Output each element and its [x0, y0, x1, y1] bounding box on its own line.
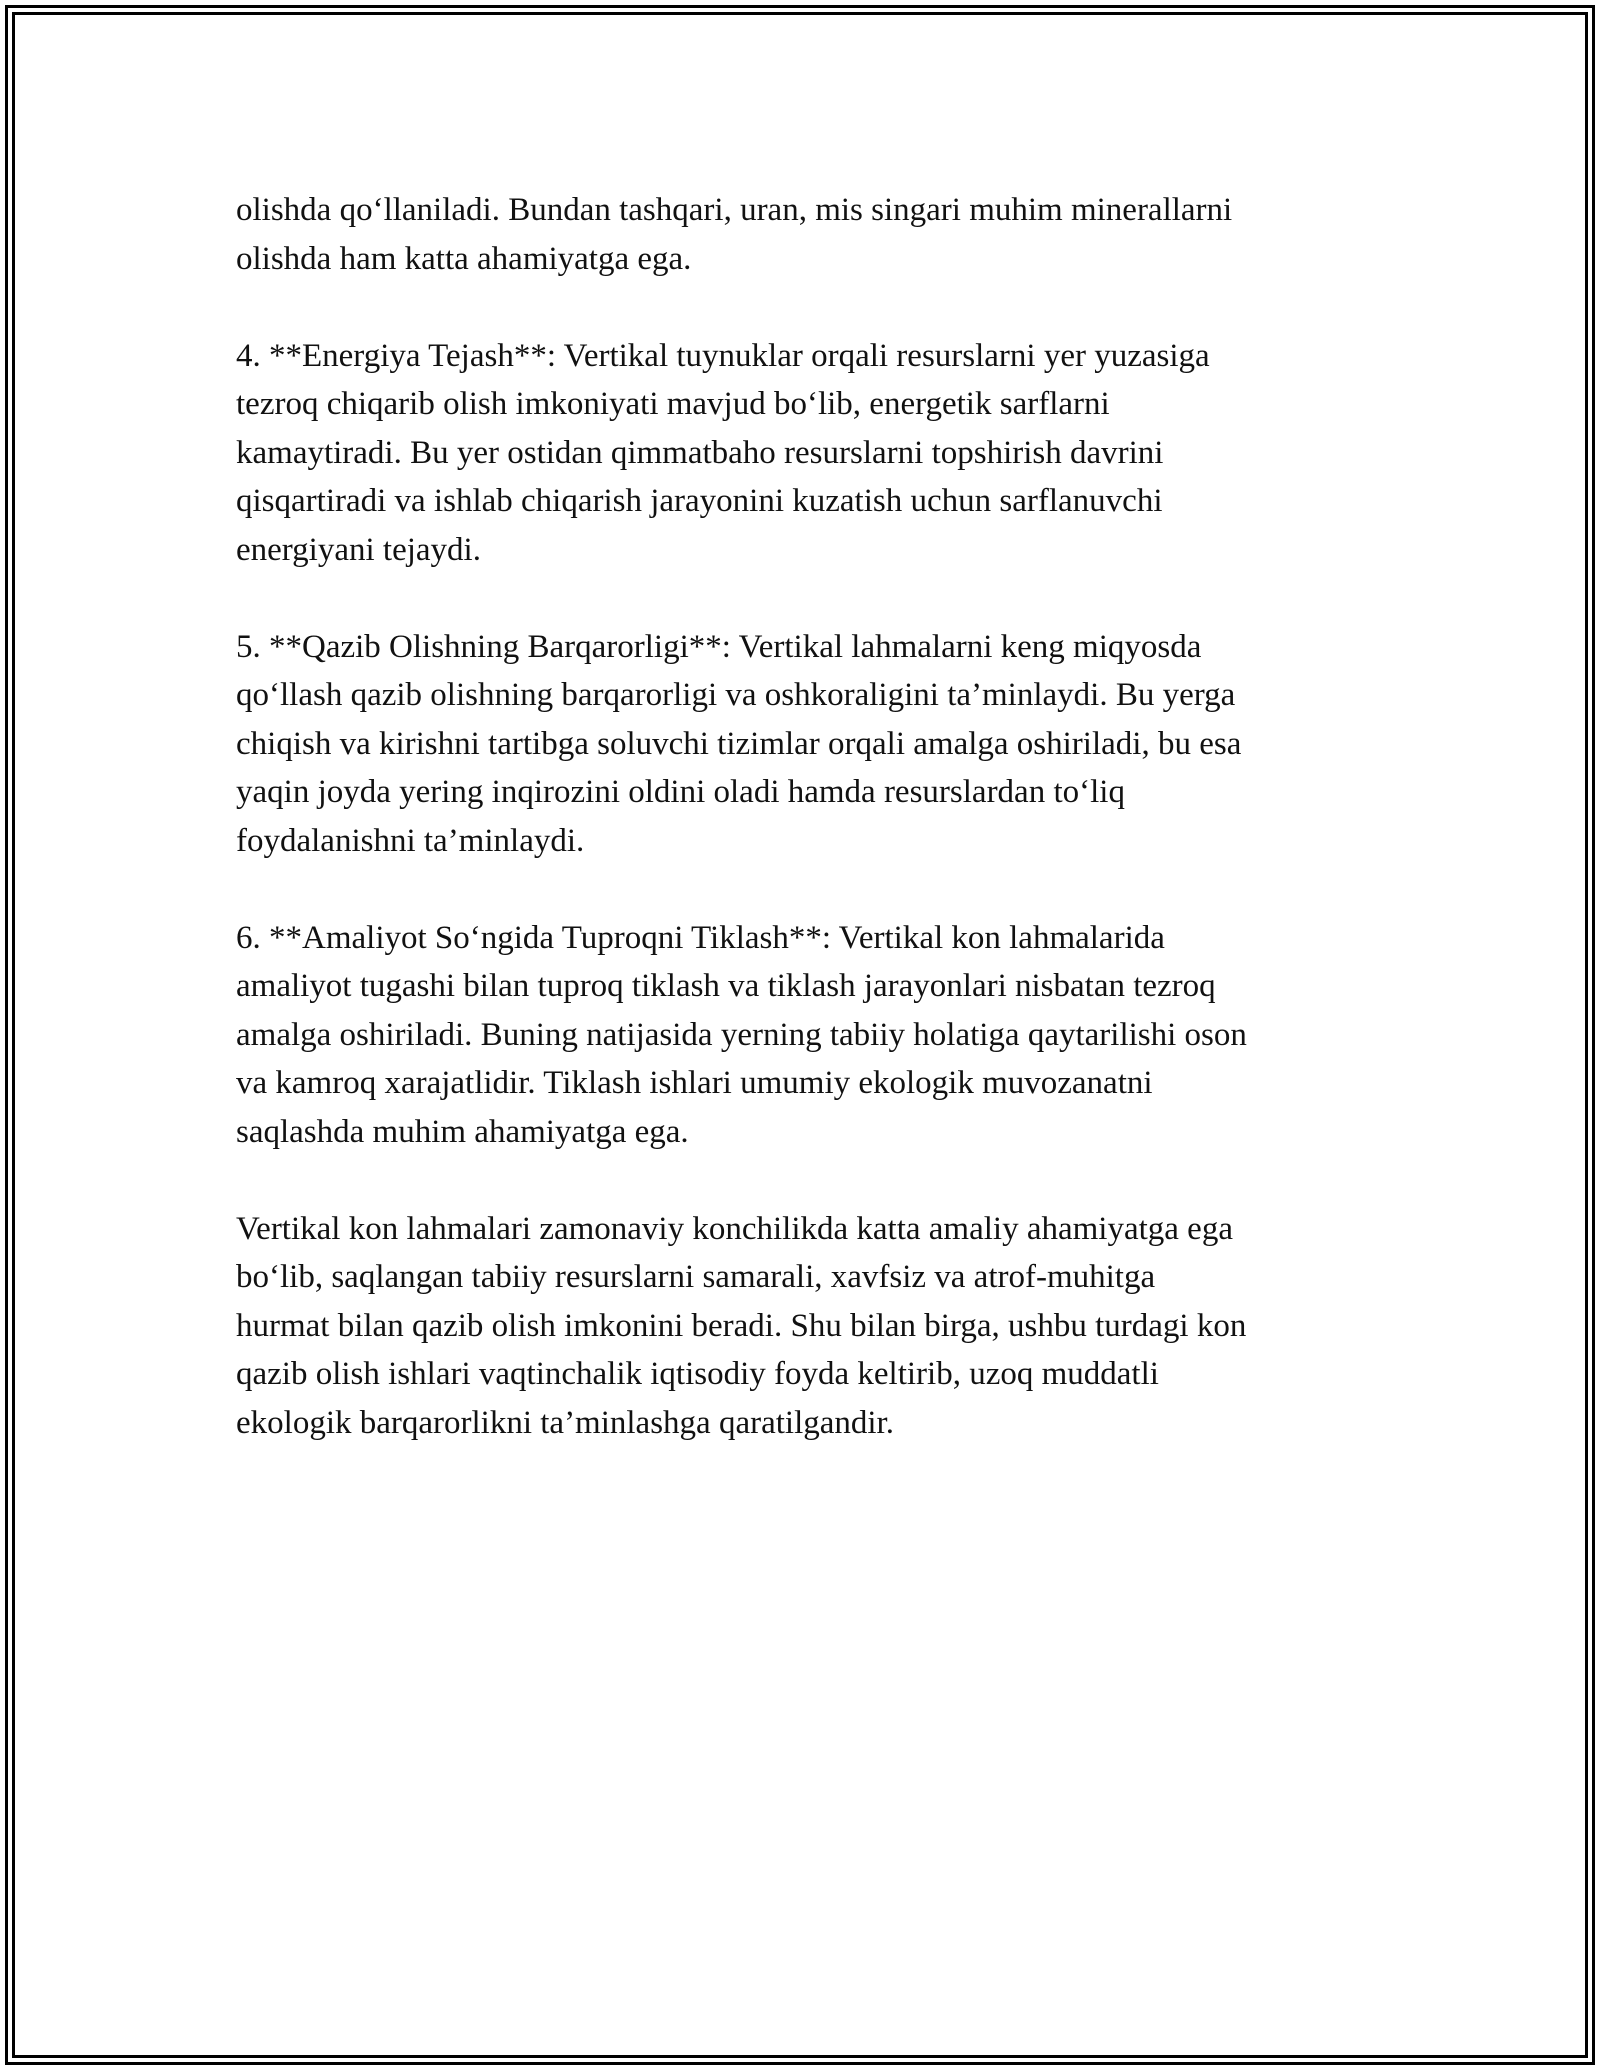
document-body [236, 186, 1386, 1496]
paragraph-energy-saving: 4. **Energiya Tejash**: Vertikal tuynuklar orqali resurslarni yer yuzasiga tezroq chiqarib olish imkoniyati mavjud bo‘lib, energetik sarflarni kamaytiradi. Bu yer ostidan qimmatbaho resurslarni topshirish davrini qisqartiradi va ishlab chiqarish jarayonini kuzatish uchun sarflanuvchi energiyani tejaydi. [236, 337, 1210, 568]
paragraph-conclusion: Vertikal kon lahmalari zamonaviy konchilikda katta amaliy ahamiyatga ega bo‘lib, saqlangan tabiiy resurslarni samarali, xavfsiz va atrof-muhitga hurmat bilan qazib olish imkonini beradi. Shu bilan birga, ushbu turdagi kon qazib olish ishlari vaqtinchalik iqtisodiy foyda keltirib, uzoq muddatli ekologik barqarorlikni ta’minlashga qaratilgandir. [236, 1210, 1247, 1441]
paragraph-intro-continuation: olishda qo‘llaniladi. Bundan tashqari, uran, mis singari muhim minerallarni olishda ham katta ahamiyatga ega. [236, 192, 1233, 277]
paragraph-extraction-stability: 5. **Qazib Olishning Barqarorligi**: Vertikal lahmalarni keng miqyosda qo‘llash qazib olishning barqarorligi va oshkoraligini ta’minlaydi. Bu yerga chiqish va kirishni tartibga soluvchi tizimlar orqali amalga oshiriladi, bu esa yaqin joyda yering inqirozini oldini oladi hamda resurslardan to‘liq foydalanishni ta’minlaydi. [236, 628, 1242, 859]
paragraph-soil-restoration: 6. **Amaliyot So‘ngida Tuproqni Tiklash**: Vertikal kon lahmalarida amaliyot tugashi bilan tuproq tiklash va tiklash jarayonlari nisbatan tezroq amalga oshiriladi. Buning natijasida yerning tabiiy holatiga qaytarilishi oson va kamroq xarajatlidir. Tiklash ishlari umumiy ekologik muvozanatni saqlashda muhim ahamiyatga ega. [236, 919, 1247, 1150]
